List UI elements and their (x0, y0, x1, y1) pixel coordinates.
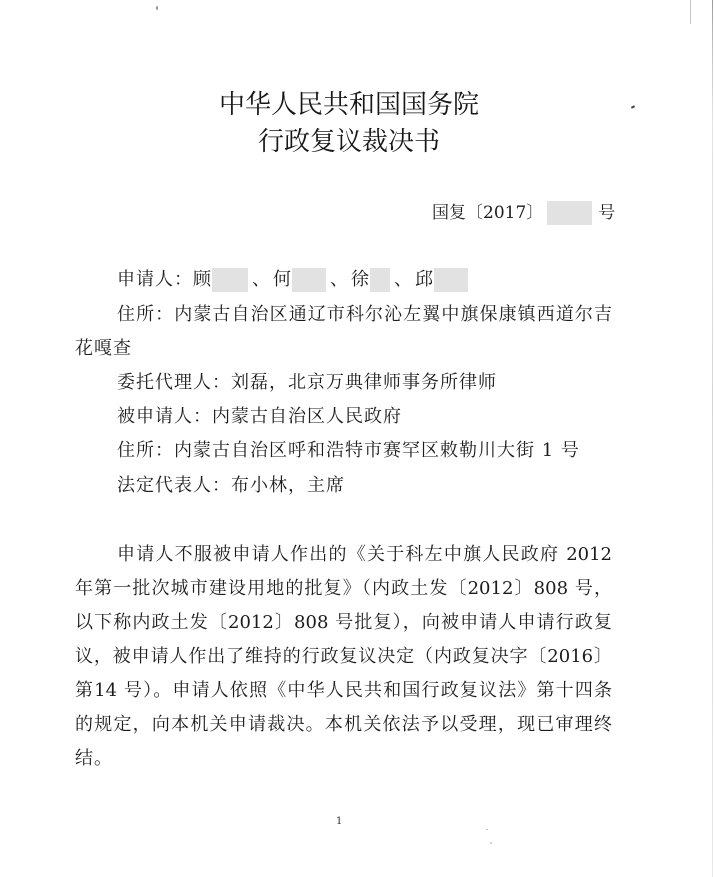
document-number-suffix: 号 (598, 203, 616, 223)
document-number-prefix: 国复〔2017〕 (432, 203, 544, 223)
applicant-name: 何 (273, 269, 292, 290)
redaction-box (434, 268, 468, 292)
scan-speck (156, 6, 158, 10)
document-number (432, 200, 615, 226)
applicant-name: 邱 (415, 269, 434, 290)
redaction-box (370, 268, 390, 292)
applicant-separator: 、 (252, 269, 271, 290)
respondent-line: 被申请人：内蒙古自治区人民政府 (117, 406, 402, 427)
applicant-separator: 、 (394, 269, 413, 290)
title-document-type: 行政复议裁决书 (257, 127, 440, 157)
title-issuer: 中华人民共和国国务院 (218, 90, 479, 120)
paragraph-line: 的规定，向本机关申请裁决。本机关依法予以受理，现已审理终 (75, 714, 612, 735)
paragraph-line: 第14 号）。申请人依照《中华人民共和国行政复议法》第十四条 (75, 680, 612, 701)
paragraph-line: 议，被申请人作出了维持的行政复议决定（内政复决字〔2016〕 (75, 646, 612, 667)
legal-representative-line: 法定代表人：布小林，主席 (117, 475, 345, 496)
respondent-address-line: 住所：内蒙古自治区呼和浩特市赛罕区敕勒川大街 1 号 (117, 440, 580, 461)
paragraph-line: 结。 (75, 748, 113, 769)
paragraph-line: 申请人不服被申请人作出的《关于科左中旗人民政府 2012 (117, 544, 612, 565)
applicant-name: 徐 (351, 269, 370, 290)
paragraph-line: 以下称内政土发〔2012〕808 号批复），向被申请人申请行政复 (75, 612, 612, 633)
applicant-separator: 、 (330, 269, 349, 290)
applicants-line (117, 268, 468, 292)
applicant-address-line-2: 花嘎查 (75, 338, 132, 359)
agent-line: 委托代理人：刘磊，北京万典律师事务所律师 (117, 372, 497, 393)
scan-edge-tick (690, 0, 691, 24)
paragraph-line: 年第一批次城市建设用地的批复》（内政土发〔2012〕808 号， (75, 578, 612, 599)
scan-speck (486, 829, 488, 830)
applicant-address-line-1: 住所：内蒙古自治区通辽市科尔沁左翼中旗保康镇西道尔吉 (117, 304, 612, 325)
scan-edge-line (712, 0, 713, 877)
redaction-box (547, 201, 592, 225)
redaction-box (292, 268, 326, 292)
applicants-label: 申请人： (117, 269, 193, 290)
scan-speck (490, 842, 492, 844)
redaction-box (212, 268, 248, 292)
applicant-name: 顾 (193, 269, 212, 290)
page-number: 1 (336, 816, 343, 827)
